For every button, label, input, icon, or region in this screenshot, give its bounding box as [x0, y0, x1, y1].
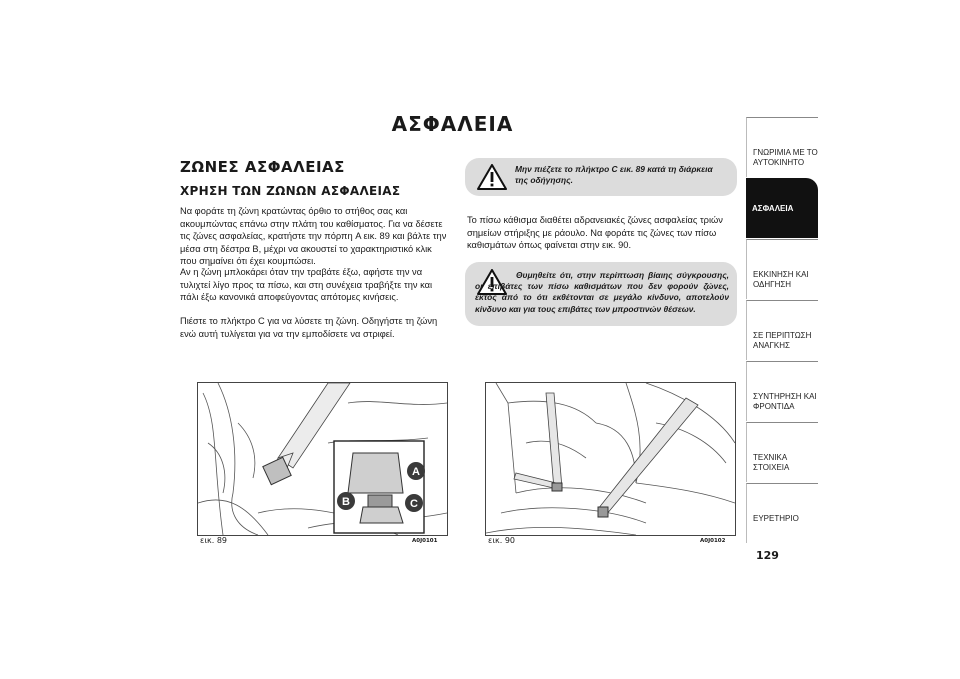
warning-triangle-icon — [477, 164, 507, 190]
tab-safety[interactable]: ΑΣΦΑΛΕΙΑ — [746, 178, 818, 238]
warning-text-2: Θυμηθείτε ότι, στην περίπτωση βίαιης σύγκρουσης, οι επιβάτες των πίσω καθισμάτων που δεν φορούν ζώνες, εκτός από το ότι εκθέτονται σε μεγάλο κίνδυνο, αποτελούν κίνδυνο και για τους επιβάτες των μπροστινών θέσεων. — [475, 270, 729, 314]
paragraph-blocking: Αν η ζώνη μπλοκάρει όταν την τραβάτε έξω, αφήστε την να τυλιχτεί λίγο προς τα πίσω, και στη συνέχεια τραβήξτε την και πάλι έξω κανονικά αποφεύγοντας απότομες κινήσεις. — [180, 267, 433, 304]
figure-90 — [485, 382, 736, 536]
tab-starting-driving[interactable]: ΕΚΚΙΝΗΣΗ ΚΑΙ ΟΔΗΓΗΣΗ — [746, 239, 818, 299]
paragraph-rear-seat: Το πίσω κάθισμα διαθέτει αδρανειακές ζώνες ασφαλείας τριών σημείων στήριξης με ράουλο. Να φοράτε τις ζώνες των πίσω καθισμάτων όπως φαίνεται στην εικ. 90. — [467, 215, 723, 252]
tab-emergency[interactable]: ΣΕ ΠΕΡΙΠΤΩΣΗ ΑΝΑΓΚΗΣ — [746, 300, 818, 360]
page-title: ΑΣΦΑΛΕΙΑ — [391, 112, 514, 136]
warning-text-1: Μην πιέζετε το πλήκτρο C εικ. 89 κατά τη διάρκεια της οδήγησης. — [515, 164, 713, 186]
tab-technical-data[interactable]: ΤΕΧΝΙΚΑ ΣΤΟΙΧΕΙΑ — [746, 422, 818, 482]
callout-b-label: B — [342, 496, 350, 508]
figure-90-code: A0J0102 — [700, 538, 726, 544]
subsection-heading: ΧΡΗΣΗ ΤΩΝ ΖΩΝΩΝ ΑΣΦΑΛΕΙΑΣ — [180, 184, 401, 198]
warning-box-2 — [465, 262, 737, 326]
paragraph-fastening: Να φοράτε τη ζώνη κρατώντας όρθιο το στήθος σας και ακουμπώντας επάνω στην πλάτη του καθίσματος. Για να δέσετε τις ζώνες ασφαλείας, κρατήστε την πόρπη A εικ. 89 και βάλτε την μέσα στη δέστρα B, μέχρι να ακουστεί το χαρακτηριστικό κλικ που σημαίνει ότι έχει κουμπώσει. — [180, 206, 447, 268]
tab-getting-to-know[interactable]: ΓΝΩΡΙΜΙΑ ΜΕ ΤΟ ΑΥΤΟΚΙΝΗΤΟ — [746, 117, 818, 177]
paragraph-release: Πιέστε το πλήκτρο C για να λύσετε τη ζώνη. Οδηγήστε τη ζώνη ενώ αυτή τυλίγεται για να την εμποδίσετε να στριφεί. — [180, 316, 438, 340]
section-heading: ΖΩΝΕΣ ΑΣΦΑΛΕΙΑΣ — [180, 158, 345, 176]
tab-maintenance[interactable]: ΣΥΝΤΗΡΗΣΗ ΚΑΙ ΦΡΟΝΤΙΔΑ — [746, 361, 818, 421]
warning-box-1 — [465, 158, 737, 196]
tab-index[interactable]: ΕΥΡΕΤΗΡΙΟ — [746, 483, 818, 543]
callout-a-label: A — [412, 466, 420, 478]
rear-seat-belts-illustration — [486, 383, 735, 535]
figure-90-label: εικ. 90 — [488, 536, 516, 545]
figure-89-code: A0J0101 — [412, 538, 438, 544]
callout-c-label: C — [410, 498, 418, 510]
seat-belt-buckle-illustration — [198, 383, 447, 535]
figure-89-label: εικ. 89 — [200, 536, 228, 545]
figure-89 — [197, 382, 448, 536]
page-number: 129 — [756, 549, 779, 562]
